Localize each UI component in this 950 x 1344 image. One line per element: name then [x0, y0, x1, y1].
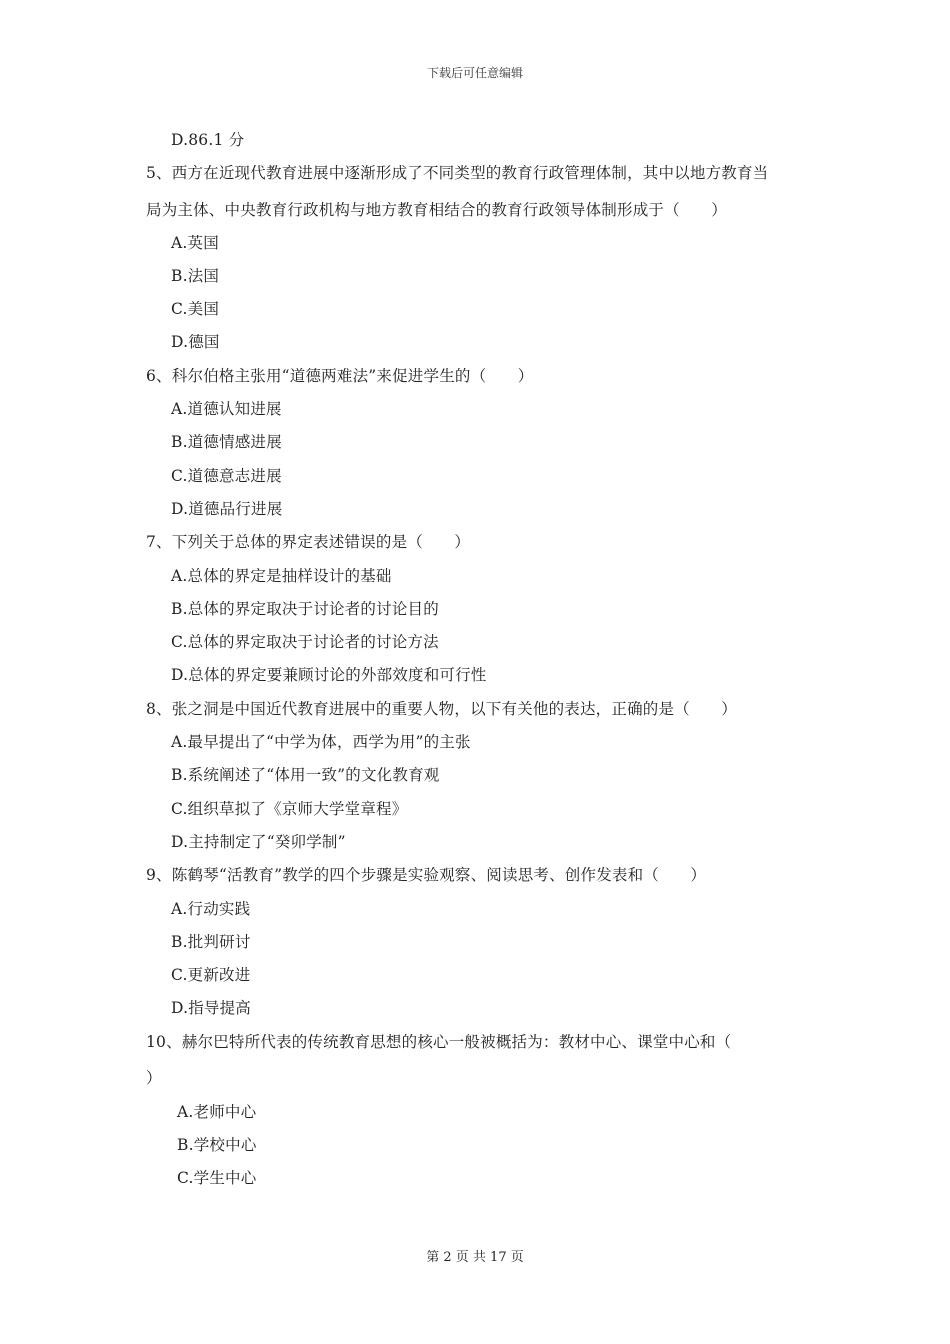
question-10-option-b: B.学校中心 — [177, 1136, 257, 1154]
question-6-text: 6、科尔伯格主张用“道德两难法”来促进学生的（ ） — [146, 367, 534, 385]
question-7-option-a: A.总体的界定是抽样设计的基础 — [171, 567, 392, 585]
question-10-option-c: C.学生中心 — [177, 1169, 257, 1187]
page-footer: 第 2 页 共 17 页 — [426, 1250, 524, 1265]
question-9-option-a: A.行动实践 — [171, 900, 251, 918]
question-10-option-a: A.老师中心 — [177, 1103, 257, 1121]
question-8-option-b: B.系统阐述了“体用一致”的文化教育观 — [171, 766, 440, 784]
question-7-option-c: C.总体的界定取决于讨论者的讨论方法 — [171, 633, 439, 651]
question-5-option-c: C.美国 — [171, 300, 220, 318]
question-9-option-b: B.批判研讨 — [171, 933, 251, 951]
question-7-option-b: B.总体的界定取决于讨论者的讨论目的 — [171, 600, 439, 618]
question-8-text: 8、张之洞是中国近代教育进展中的重要人物，以下有关他的表达，正确的是（ ） — [146, 700, 737, 718]
question-5-option-a: A.英国 — [171, 234, 219, 252]
question-8-option-d: D.主持制定了“癸卯学制” — [171, 833, 346, 851]
page-header: 下载后可任意编辑 — [426, 66, 523, 80]
question-5-option-d: D.德国 — [171, 333, 220, 351]
question-8-option-c: C.组织草拟了《京师大学堂章程》 — [171, 800, 408, 818]
question-7-option-d: D.总体的界定要兼顾讨论的外部效度和可行性 — [171, 666, 487, 684]
question-6-option-c: C.道德意志进展 — [171, 467, 282, 485]
question-9-option-d: D.指导提高 — [171, 999, 252, 1017]
question-7-text: 7、下列关于总体的界定表述错误的是（ ） — [146, 533, 471, 551]
question-5-text-continued: 局为主体、中央教育行政机构与地方教育相结合的教育行政领导体制形成于（ ） — [146, 201, 727, 219]
question-6-option-a: A.道德认知进展 — [171, 400, 282, 418]
question-8-option-a: A.最早提出了“中学为体，西学为用”的主张 — [171, 733, 471, 751]
question-5-text: 5、西方在近现代教育进展中逐渐形成了不同类型的教育行政管理体制，其中以地方教育当 — [146, 164, 769, 182]
question-9-option-c: C.更新改进 — [171, 966, 251, 984]
question-10-text-continued: ） — [146, 1069, 162, 1087]
question-6-option-b: B.道德情感进展 — [171, 433, 282, 451]
question-5-option-b: B.法国 — [171, 267, 220, 285]
question-6-option-d: D.道德品行进展 — [171, 500, 283, 518]
question-10-text: 10、赫尔巴特所代表的传统教育思想的核心一般被概括为：教材中心、课堂中心和（ — [146, 1033, 732, 1051]
question-9-text: 9、陈鹤琴“活教育”教学的四个步骤是实验观察、阅读思考、创作发表和（ ） — [146, 866, 707, 884]
prev-question-option-d: D.86.1 分 — [171, 131, 245, 149]
